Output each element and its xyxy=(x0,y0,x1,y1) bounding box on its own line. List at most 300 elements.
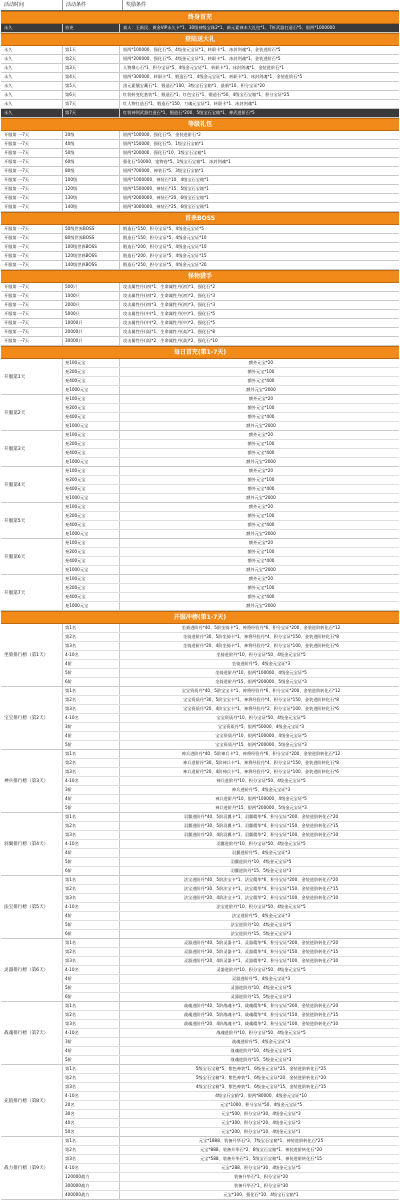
group-label: 宝宝排行榜（第2天） xyxy=(4,716,49,721)
cell-reward: 羽翼进阶丹*10、积分宝证*50、4级金元宝证*5 xyxy=(119,840,399,848)
group-rows xyxy=(62,750,399,812)
table-row xyxy=(62,431,399,440)
cell-reward: 元宝*888、装备升华石*2、6级宝石宝箱*1、神装进阶转化石*20 xyxy=(119,1146,399,1154)
cell-reward: 锻造石*150、积分宝证*5、4级金元宝证*5 xyxy=(119,225,399,233)
cell-condition: 第2名 xyxy=(62,1146,119,1154)
table-row xyxy=(62,1020,399,1029)
table-row xyxy=(1,149,399,158)
cell-condition: 充200元宝 xyxy=(62,404,119,412)
cell-reward: 战魂进阶丹*15、5级金元宝证*3 xyxy=(119,1056,399,1064)
cell-condition: 充400元宝 xyxy=(62,449,119,457)
cell-time: 开服第一-7天 xyxy=(4,302,30,307)
table-row xyxy=(62,449,399,458)
cell-condition: 第5天 xyxy=(62,82,119,90)
cell-reward: 额外元宝*2000 xyxy=(119,386,399,394)
cell-time: 开服第一-7天 xyxy=(4,320,30,325)
cell-reward: 真人：王新民、黄金VIP永久卡*1、30级神级宝珠2*1、新元素神木大礼包*1、7折武器打造石*5、银两*1000000 xyxy=(119,24,399,32)
group-rows xyxy=(62,395,399,430)
cell-reward: 攻击属性丹(高)*2、生命属性丹(高)*2、强化石*10 xyxy=(119,337,399,345)
cell-condition: 5阶 xyxy=(62,984,119,992)
cell-reward: 额外元宝*20 xyxy=(119,359,399,367)
table-row xyxy=(62,1191,399,1199)
rank-group xyxy=(1,1137,399,1200)
table-row xyxy=(62,1101,399,1110)
cell-reward: 银两*300000、转职卡*1、锻造石*1、4级金元宝证*1、转职卡*1、冰封剑魂*1、金装进阶石*5 xyxy=(119,73,399,81)
table-row xyxy=(62,813,399,822)
cell-condition: 5000只 xyxy=(62,310,119,318)
cell-condition: 4-10名 xyxy=(62,777,119,785)
cell-time: 开服第一-7天 xyxy=(4,159,30,164)
table-row xyxy=(62,804,399,812)
cell-condition: 第6天 xyxy=(62,91,119,99)
cell-condition: 第3名 xyxy=(62,957,119,965)
rank-group xyxy=(1,750,399,813)
table-row xyxy=(62,422,399,430)
table-row xyxy=(62,903,399,912)
table-row xyxy=(62,705,399,714)
cell-reward: 额外元宝*2000 xyxy=(119,566,399,574)
table-row xyxy=(62,732,399,741)
cell-condition: 第2名 xyxy=(62,696,119,704)
table-row xyxy=(1,140,399,149)
table-row xyxy=(62,521,399,530)
rank-group xyxy=(1,876,399,939)
cell-condition: 60级 xyxy=(62,158,119,166)
cell-reward: 羽翼进阶丹*15、5级金元宝证*3 xyxy=(119,867,399,875)
cell-condition: 4阶 xyxy=(62,849,119,857)
cell-reward: 5级宝石宝箱*5、紫色神装*1、6级金元宝证*25、金装进阶转化石*25 xyxy=(119,1065,399,1073)
cell-condition: 4阶 xyxy=(62,975,119,983)
cell-condition: 第2名 xyxy=(62,885,119,893)
group-label: 神兵排行榜（第3天） xyxy=(4,779,49,784)
cell-time: 开服第一-7天 xyxy=(4,338,30,343)
cell-condition: 充100元宝 xyxy=(62,503,119,511)
cell-reward: 元宝*100、强化石*10、4级宝石宝箱*1 xyxy=(119,1191,399,1199)
cell-reward: 4级宝石宝箱*2、银两*80000、4级金元宝证*10 xyxy=(119,1092,399,1100)
table-row xyxy=(62,1029,399,1038)
cell-reward: 锻造石*150、积分宝证*5、4级金元宝证*10 xyxy=(119,234,399,242)
cell-time: 开服第一-7天 xyxy=(4,253,30,258)
cell-reward: 坐骑进阶丹*40、5阶坐骑卡*1、神将经验丹*6、积分宝证*200、金装进阶转化石*12 xyxy=(119,624,399,632)
cell-reward: 宝宝资质丹*20、4阶宝宝卡*1、神将经验丹*2、积分宝证*100、金装进阶转化石*6 xyxy=(119,705,399,713)
day-group xyxy=(1,575,399,611)
cell-condition: 充400元宝 xyxy=(62,557,119,565)
cell-reward: 额外元宝*400 xyxy=(119,557,399,565)
cell-condition: 第3名 xyxy=(62,894,119,902)
cell-condition: 充100元宝 xyxy=(62,359,119,367)
cell-reward: 银两*1000000、神装石*10、4级宝石宝箱*1 xyxy=(119,176,399,184)
cell-reward: 红装转变化套装*1、锻造石*1、红色宝石*1、锻造石*50、4级宝石宝箱*1、积分宝证*25 xyxy=(119,91,399,99)
cell-reward: 战魂进阶丹*30、5阶战魂卡*1、战魂精华*4、积分宝证*150、金装进阶转化石*15 xyxy=(119,1011,399,1019)
group-label: 战力排行榜（第9天） xyxy=(4,1166,49,1171)
table-row xyxy=(62,912,399,921)
cell-condition: 6阶 xyxy=(62,930,119,938)
group-rows xyxy=(62,1002,399,1064)
cell-reward: 法宝进阶丹*10、积分宝证*50、4级金元宝证*5 xyxy=(119,903,399,911)
table-row xyxy=(62,413,399,422)
table-row xyxy=(62,395,399,404)
cell-time: 开服第一-7天 xyxy=(4,195,30,200)
section-title: 等级礼包 xyxy=(1,118,399,131)
cell-reward: 元宝*300、积分宝证*20、4级金元宝证*2 xyxy=(119,1119,399,1127)
section-title: 首杀BOSS xyxy=(1,212,399,225)
cell-condition: 充100元宝 xyxy=(62,575,119,583)
table-row xyxy=(62,575,399,584)
cell-condition: 充200元宝 xyxy=(62,512,119,520)
group-rows xyxy=(62,624,399,686)
cell-condition: 第3名 xyxy=(62,705,119,713)
cell-condition: 第3名 xyxy=(62,642,119,650)
cell-reward: 强化石*10000、宠物卷*5、1级宝石宝箱*1、冰封剑魂*1 xyxy=(119,158,399,166)
table-row xyxy=(62,548,399,557)
cell-condition: 第1名 xyxy=(62,813,119,821)
table-row xyxy=(62,602,399,610)
cell-reward: 红装神剑武器打造石*1、锻造石*200、5级宝石宝箱*1、神武进阶石*5 xyxy=(119,109,399,117)
cell-condition: 第2天 xyxy=(62,55,119,63)
table-row xyxy=(1,283,399,292)
cell-time: 开服第一-7天 xyxy=(4,293,30,298)
cell-condition: 80级 xyxy=(62,167,119,175)
cell-reward: 额外元宝*20 xyxy=(119,431,399,439)
table-header xyxy=(1,0,399,11)
group-label: 战魂排行榜（第7天） xyxy=(4,1031,49,1036)
cell-reward: 元宝*200、积分宝证*10、4级金元宝证*1 xyxy=(119,1128,399,1136)
section-title: 终身首充 xyxy=(1,11,399,24)
cell-reward: 额外元宝*400 xyxy=(119,521,399,529)
cell-reward: 额外元宝*20 xyxy=(119,503,399,511)
cell-condition: 4阶 xyxy=(62,660,119,668)
table-row xyxy=(1,131,399,140)
cell-condition: 第3名 xyxy=(62,1020,119,1028)
table-row xyxy=(62,1092,399,1101)
cell-time: 永久 xyxy=(4,101,13,106)
cell-reward: 神兵进阶丹*20、4阶神兵卡*1、神将经验丹*2、积分宝证*100、金装进阶转化石*6 xyxy=(119,768,399,776)
cell-reward: 红人物打造石*1、锻造石*150、刀魂元宝证*1、转职卡*1、冰封剑魂*1 xyxy=(119,100,399,108)
cell-reward: 战魂进阶丹*10、4级金元宝证*5 xyxy=(119,1047,399,1055)
cell-reward: 银两*1500000、神装石*15、5级宝石宝箱*1 xyxy=(119,185,399,193)
cell-reward: 银两*2000000、神装石*20、6级宝石宝箱*1 xyxy=(119,194,399,202)
table-row xyxy=(1,167,399,176)
cell-condition: 充200元宝 xyxy=(62,440,119,448)
cell-time: 开服第一-7天 xyxy=(4,150,30,155)
table-row xyxy=(62,1119,399,1128)
table-row xyxy=(62,539,399,548)
cell-condition: 120级世界BOSS xyxy=(62,252,119,260)
cell-time: 开服第一-7天 xyxy=(4,235,30,240)
group-label: 开服第4天 xyxy=(4,482,26,488)
cell-condition: 50名 xyxy=(62,1128,119,1136)
table-row xyxy=(62,584,399,593)
cell-reward: 额外元宝*100 xyxy=(119,584,399,592)
cell-condition: 充200元宝 xyxy=(62,584,119,592)
table-row xyxy=(62,678,399,686)
cell-condition: 第3名 xyxy=(62,1155,119,1163)
group-label: 灵器排行榜（第6天） xyxy=(4,968,49,973)
cell-condition: 4-10名 xyxy=(62,1029,119,1037)
group-rows xyxy=(62,575,399,610)
cell-reward: 额外元宝*20 xyxy=(119,575,399,583)
cell-reward: 灵器进阶丹*10、积分宝证*50、4级金元宝证*5 xyxy=(119,966,399,974)
cell-condition: 1000只 xyxy=(62,292,119,300)
table-row xyxy=(62,377,399,386)
table-row xyxy=(62,404,399,413)
table-row xyxy=(62,485,399,494)
cell-reward: 攻击属性丹(高)*1、生命属性丹(高)*1、强化石*8 xyxy=(119,328,399,336)
cell-reward: 宝宝资质丹*10、银两*100000、4级金元宝证*5 xyxy=(119,732,399,740)
group-label: 开服第6天 xyxy=(4,554,26,560)
cell-reward: 战魂进阶丹*40、5阶战魂卡*1、战魂精华*6、积分宝证*200、金装进阶转化石*20 xyxy=(119,1002,399,1010)
cell-reward: 银两*200000、强化石*5、4级金元宝证*1、转职卡*1、冰封剑魂*1、金装进阶石*5 xyxy=(119,55,399,63)
table-row xyxy=(62,368,399,377)
table-row xyxy=(62,948,399,957)
group-rows xyxy=(62,539,399,574)
table-row xyxy=(62,1146,399,1155)
cell-condition: 第1名 xyxy=(62,1002,119,1010)
cell-reward: 羽翼进阶丹*30、5阶羽翼卡*1、羽翼精华*4、积分宝证*150、金装进阶转化石*15 xyxy=(119,822,399,830)
cell-reward: 神兵进阶丹*10、银两*100000、4级金元宝证*5 xyxy=(119,795,399,803)
table-row xyxy=(62,1011,399,1020)
cell-condition: 300000战力 xyxy=(62,1182,119,1190)
cell-condition: 50级世界BOSS xyxy=(62,225,119,233)
cell-reward: 坐骑进阶丹*15、银两*200000、5级金元宝证*3 xyxy=(119,678,399,686)
cell-condition: 充200元宝 xyxy=(62,368,119,376)
cell-condition: 30名 xyxy=(62,1110,119,1118)
cell-reward: 人物聚心石*1、积分宝证*5、4级金元宝证*1、转职卡*1、冰封剑魂*1、金装进阶石*1 xyxy=(119,64,399,72)
group-label: 开服第5天 xyxy=(4,518,26,524)
cell-condition: 充100元宝 xyxy=(62,539,119,547)
cell-condition: 充200元宝 xyxy=(62,548,119,556)
cell-condition: 5阶 xyxy=(62,669,119,677)
table-row xyxy=(62,359,399,368)
table-row xyxy=(62,687,399,696)
reward-table xyxy=(1,0,399,1200)
group-label: 开服第2天 xyxy=(4,410,26,416)
table-row xyxy=(62,876,399,885)
header-reward: 奖励条件 xyxy=(122,0,399,10)
cell-reward: 宝宝资质丹*40、5阶宝宝卡*1、神将经验丹*6、积分宝证*200、金装进阶转化石*12 xyxy=(119,687,399,695)
cell-condition: 充1000元宝 xyxy=(62,566,119,574)
cell-condition: 充1000元宝 xyxy=(62,458,119,466)
cell-reward: 装备升华石*1、积分宝证*20 xyxy=(119,1173,399,1181)
cell-condition: 第7天 xyxy=(62,109,119,117)
cell-reward: 银两*200000、强化石*10、1级宝石宝箱*1 xyxy=(119,149,399,157)
cell-reward: 额外元宝*400 xyxy=(119,413,399,421)
cell-condition: 20级 xyxy=(62,131,119,139)
cell-condition: 第2名 xyxy=(62,1074,119,1082)
cell-condition: 充1000元宝 xyxy=(62,494,119,502)
group-label: 坐骑排行榜（第1天） xyxy=(4,653,49,658)
table-row xyxy=(62,593,399,602)
table-row xyxy=(62,633,399,642)
cell-reward: 法宝进阶丹*30、5阶法宝卡*1、法宝精华*4、积分宝证*150、金装进阶转化石*15 xyxy=(119,885,399,893)
cell-time: 开服第一-7天 xyxy=(4,262,30,267)
cell-time: 永久 xyxy=(4,56,13,61)
table-row xyxy=(1,261,399,270)
group-label: 羽翼排行榜（第4天） xyxy=(4,842,49,847)
cell-reward: 银两*700000、神装石*5、3级宝石宝箱*1 xyxy=(119,167,399,175)
cell-reward: 战魂进阶丹*10、积分宝证*50、4级金元宝证*5 xyxy=(119,1029,399,1037)
cell-reward: 攻击属性丹(初)*2、生命属性丹(初)*2、强化石*3 xyxy=(119,292,399,300)
table-row xyxy=(62,1110,399,1119)
cell-condition: 充400元宝 xyxy=(62,413,119,421)
cell-condition: 充200元宝 xyxy=(62,476,119,484)
table-row xyxy=(62,831,399,840)
cell-reward: 银两*150000、强化石*5、1级宝石宝箱*1 xyxy=(119,140,399,148)
table-row xyxy=(1,55,399,64)
group-rows xyxy=(62,813,399,875)
cell-condition: 6阶 xyxy=(62,678,119,686)
cell-condition: 第1名 xyxy=(62,624,119,632)
table-row xyxy=(1,252,399,261)
day-group xyxy=(1,359,399,395)
table-row xyxy=(62,386,399,394)
cell-condition: 充1000元宝 xyxy=(62,422,119,430)
cell-reward: 元宝*1888、装备升华石*3、7级宝石宝箱*1、神装进阶转化石*25 xyxy=(119,1137,399,1145)
table-row xyxy=(62,651,399,660)
rank-group xyxy=(1,1002,399,1065)
cell-reward: 灵器进阶丹*15、5级金元宝证*3 xyxy=(119,993,399,1001)
table-row xyxy=(62,1173,399,1182)
table-row xyxy=(62,975,399,984)
table-row xyxy=(62,840,399,849)
cell-reward: 灵器进阶丹*10、4级金元宝证*5 xyxy=(119,984,399,992)
cell-condition: 5阶 xyxy=(62,741,119,749)
section-title: 每日首充(第1-7天) xyxy=(1,346,399,359)
table-row xyxy=(62,1128,399,1136)
cell-reward: 攻击属性丹(初)*1、生命属性丹(初)*1、强化石*2 xyxy=(119,283,399,291)
cell-time: 开服第一-7天 xyxy=(4,226,30,231)
cell-reward: 法宝进阶丹*20、4阶法宝卡*1、法宝精华*2、积分宝证*100、金装进阶转化石*10 xyxy=(119,894,399,902)
cell-condition: 6阶 xyxy=(62,993,119,1001)
table-row xyxy=(62,930,399,938)
table-row xyxy=(62,966,399,975)
cell-condition: 40名 xyxy=(62,1119,119,1127)
cell-reward: 额外元宝*100 xyxy=(119,512,399,520)
table-row xyxy=(1,185,399,194)
cell-condition: 4-10名 xyxy=(62,966,119,974)
cell-condition: 第3名 xyxy=(62,768,119,776)
cell-reward: 额外元宝*400 xyxy=(119,485,399,493)
cell-reward: 坐骑进阶丹*10、积分宝证*50、4级金元宝证*5 xyxy=(119,651,399,659)
cell-reward: 神兵进阶丹*10、积分宝证*50、4级金元宝证*5 xyxy=(119,777,399,785)
group-label: 开服第7天 xyxy=(4,590,26,596)
table-row xyxy=(1,310,399,319)
table-row xyxy=(62,440,399,449)
table-row xyxy=(62,467,399,476)
cell-reward: 神兵进阶丹*40、5阶神兵卡*1、神将经验丹*6、积分宝证*200、金装进阶转化石*12 xyxy=(119,750,399,758)
cell-condition: 4阶 xyxy=(62,1047,119,1055)
cell-condition: 40级 xyxy=(62,140,119,148)
table-row xyxy=(62,696,399,705)
cell-reward: 额外元宝*100 xyxy=(119,440,399,448)
cell-reward: 灵器进阶丹*5、4级金元宝证*3 xyxy=(119,975,399,983)
cell-reward: 战魂进阶丹*5、4级金元宝证*3 xyxy=(119,1038,399,1046)
cell-time: 开服第一-7天 xyxy=(4,311,30,316)
cell-condition: 140级 xyxy=(62,203,119,211)
table-row xyxy=(62,503,399,512)
group-rows xyxy=(62,431,399,466)
cell-condition: 4-10名 xyxy=(62,714,119,722)
table-row xyxy=(62,642,399,651)
cell-time: 永久 xyxy=(4,25,13,30)
group-rows xyxy=(62,876,399,938)
cell-reward: 攻击属性丹(初)*3、生命属性丹(初)*3、强化石*3 xyxy=(119,301,399,309)
table-row xyxy=(62,1164,399,1173)
table-row xyxy=(1,100,399,109)
table-row xyxy=(62,723,399,732)
table-row xyxy=(1,46,399,55)
cell-condition: 4-10名 xyxy=(62,651,119,659)
cell-reward: 坐骑进阶丹*10、银两*100000、4级金元宝证*5 xyxy=(119,669,399,677)
cell-condition: 充400元宝 xyxy=(62,521,119,529)
table-row xyxy=(62,885,399,894)
table-row xyxy=(62,624,399,633)
cell-reward: 额外元宝*400 xyxy=(119,593,399,601)
rank-group xyxy=(1,687,399,750)
cell-reward: 羽翼进阶丹*40、5阶羽翼卡*1、羽翼精华*6、积分宝证*200、金装进阶转化石*20 xyxy=(119,813,399,821)
cell-condition: 第2名 xyxy=(62,822,119,830)
group-rows xyxy=(62,467,399,502)
table-row xyxy=(62,867,399,875)
group-rows xyxy=(62,1137,399,1199)
table-row xyxy=(62,1074,399,1083)
cell-reward: 额外元宝*20 xyxy=(119,539,399,547)
cell-time: 开服第一-7天 xyxy=(4,168,30,173)
cell-condition: 第1名 xyxy=(62,1065,119,1073)
group-rows xyxy=(62,687,399,749)
table-row xyxy=(62,858,399,867)
cell-reward: 额外元宝*20 xyxy=(119,467,399,475)
cell-condition: 50级 xyxy=(62,149,119,157)
cell-condition: 充100元宝 xyxy=(62,395,119,403)
cell-reward: 法宝进阶丹*40、5阶法宝卡*1、法宝精华*6、积分宝证*200、金装进阶转化石*20 xyxy=(119,876,399,884)
cell-condition: 第1名 xyxy=(62,939,119,947)
table-row xyxy=(62,894,399,903)
cell-reward: 额外元宝*2000 xyxy=(119,458,399,466)
table-row xyxy=(62,1065,399,1074)
cell-condition: 第2名 xyxy=(62,633,119,641)
rank-group xyxy=(1,939,399,1002)
table-row xyxy=(1,109,399,118)
cell-reward: 额外元宝*100 xyxy=(119,404,399,412)
cell-reward: 锻造石*200、积分宝证*5、4级金元宝证*10 xyxy=(119,243,399,251)
cell-reward: 羽翼进阶丹*20、4阶羽翼卡*1、羽翼精华*2、积分宝证*100、金装进阶转化石*10 xyxy=(119,831,399,839)
table-row xyxy=(62,1002,399,1011)
cell-condition: 100级 xyxy=(62,176,119,184)
cell-reward: 法宝进阶丹*5、4级金元宝证*3 xyxy=(119,912,399,920)
section-title: 怪物猎手 xyxy=(1,270,399,283)
cell-reward: 法宝进阶丹*15、5级金元宝证*3 xyxy=(119,930,399,938)
table-row xyxy=(1,91,399,100)
group-rows xyxy=(62,503,399,538)
day-group xyxy=(1,467,399,503)
cell-condition: 5阶 xyxy=(62,804,119,812)
cell-condition: 第1名 xyxy=(62,1137,119,1145)
cell-time: 永久 xyxy=(4,110,13,115)
cell-condition: 充1000元宝 xyxy=(62,602,119,610)
cell-condition: 30000只 xyxy=(62,337,119,345)
cell-time: 开服第一-7天 xyxy=(4,177,30,182)
cell-condition: 首充 xyxy=(62,24,119,32)
cell-reward: 4级宝石宝箱*3、紫色神装*1、6级金元宝证*15、金装进阶转化石*15 xyxy=(119,1083,399,1091)
table-row xyxy=(62,714,399,723)
day-group xyxy=(1,539,399,575)
day-group xyxy=(1,395,399,431)
cell-condition: 充400元宝 xyxy=(62,485,119,493)
cell-condition: 第2名 xyxy=(62,759,119,767)
cell-reward: 神兵进阶丹*15、银两*200000、5级金元宝证*3 xyxy=(119,804,399,812)
table-row xyxy=(1,24,399,33)
